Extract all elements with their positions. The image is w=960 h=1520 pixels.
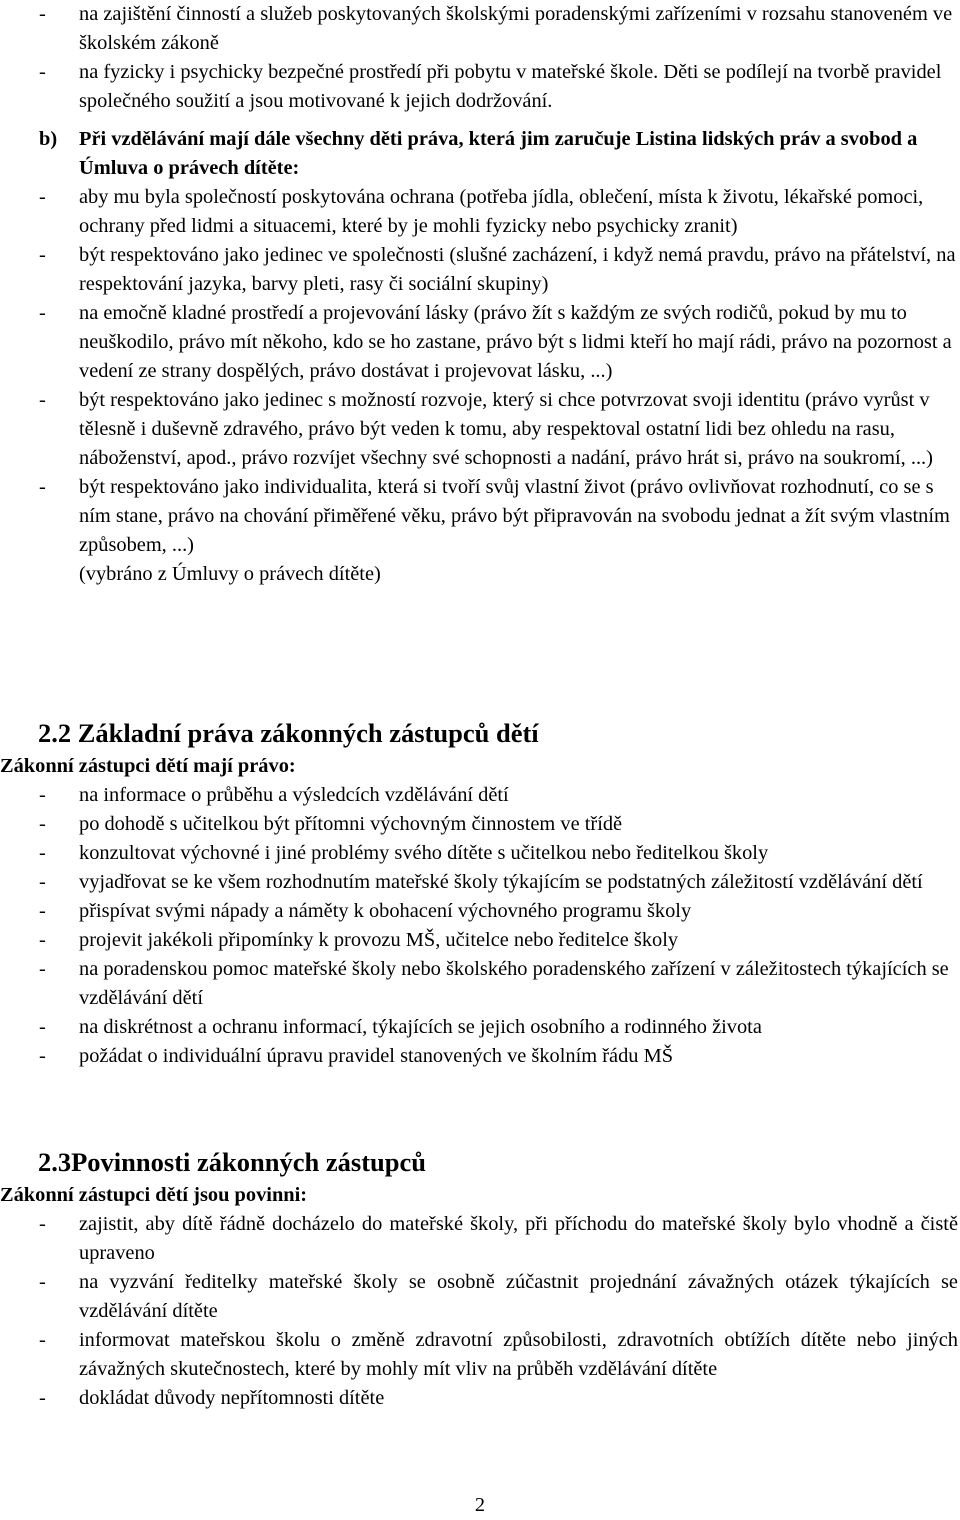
list-item [0, 810, 960, 839]
section-b [0, 125, 960, 589]
list-item [0, 926, 960, 955]
section-2-2 [0, 716, 960, 1071]
list-item [0, 868, 960, 897]
list-item-text: na vyzvání ředitelky mateřské školy se osobně zúčastnit projednání závažných otázek týkajících se vzdělávání dítěte [79, 1271, 958, 1322]
list-item-text: na diskrétnost a ochranu informací, týkajících se jejich osobního a rodinného života [79, 1016, 762, 1038]
list-dash: - [39, 900, 46, 922]
list-dash: - [39, 871, 46, 893]
list-item [0, 897, 960, 926]
section-2-3-lead: Zákonní zástupci dětí jsou povinni: [0, 1184, 308, 1206]
list-item [0, 473, 960, 560]
list-dash: - [39, 958, 46, 980]
list-item-text: projevit jakékoli připomínky k provozu MŠ, učitelce nebo ředitelce školy [79, 929, 679, 951]
list-item [0, 241, 960, 299]
list-item-text: na poradenskou pomoc mateřské školy nebo školského poradenského zařízení v záležitostech týkajících se vzdělávání dětí [79, 958, 949, 1009]
list-dash: - [39, 61, 46, 83]
section-2-2-list [0, 781, 960, 1071]
list-item-text: dokládat důvody nepřítomnosti dítěte [79, 1387, 385, 1409]
section-2-3-list [0, 1210, 960, 1413]
list-dash: - [39, 244, 46, 266]
list-item-text: po dohodě s učitelkou být přítomni výchovným činnostem ve třídě [79, 813, 623, 835]
list-item [0, 955, 960, 1013]
source-note: (vybráno z Úmluvy o právech dítěte) [79, 563, 381, 585]
list-item [0, 299, 960, 386]
list-item [0, 1042, 960, 1071]
list-item-text: aby mu byla společností poskytována ochrana (potřeba jídla, oblečení, místa k životu, lékařské pomoci, ochrany před lidmi a situacemi, které by je mohli fyzicky nebo psychicky zranit) [79, 186, 924, 237]
list-dash: - [39, 784, 46, 806]
list-item-text: na fyzicky i psychicky bezpečné prostředí při pobytu v mateřské škole. Děti se podílejí na tvorbě pravidel společného soužití a jsou motivované k jejich dodržování. [79, 61, 942, 112]
list-dash: - [39, 1016, 46, 1038]
list-dash: - [39, 1387, 46, 1409]
list-item [0, 386, 960, 473]
list-item [0, 839, 960, 868]
list-dash: - [39, 1271, 46, 1293]
list-dash: - [39, 842, 46, 864]
list-item [0, 781, 960, 810]
section-2-3-title: 2.3Povinnosti zákonných zástupců [38, 1147, 427, 1177]
list-dash: - [39, 476, 46, 498]
list-item [0, 1013, 960, 1042]
list-item [0, 1268, 960, 1326]
list-item-text: na informace o průběhu a výsledcích vzdělávání dětí [79, 784, 509, 806]
list-item-text: zajistit, aby dítě řádně docházelo do mateřské školy, při příchodu do mateřské školy bylo vhodně a čistě upraveno [79, 1213, 958, 1264]
top-list [0, 0, 960, 116]
list-dash: - [39, 929, 46, 951]
list-item [0, 0, 960, 58]
list-item [0, 1384, 960, 1413]
list-dash: - [39, 3, 46, 25]
list-dash: - [39, 1045, 46, 1067]
list-item-text: na emočně kladné prostředí a projevování lásky (právo žít s každým ze svých rodičů, pokud by mu to neuškodilo, právo mít někoho, kdo se ho zastane, právo být s lidmi kteří ho mají rádi, právo na pozornost a vedení ze strany dospělých, právo dostávat i projevovat lásku, ...) [79, 302, 952, 382]
section-2-2-lead: Zákonní zástupci dětí mají právo: [0, 755, 296, 777]
list-item-text: informovat mateřskou školu o změně zdravotní způsobilosti, zdravotních obtížích dítěte nebo jiných závažných skutečnostech, které by mohly mít vliv na průběh vzdělávání dítěte [79, 1329, 958, 1380]
list-item-text: požádat o individuální úpravu pravidel stanovených ve školním řádu MŠ [79, 1045, 674, 1067]
list-item-text: přispívat svými nápady a náměty k obohacení výchovného programu školy [79, 900, 692, 922]
list-item-text: vyjadřovat se ke všem rozhodnutím mateřské školy týkajícím se podstatných záležitostí vzdělávání dětí [79, 871, 923, 893]
section-2-3 [0, 1145, 960, 1413]
section-2-2-title: 2.2 Základní práva zákonných zástupců dětí [38, 718, 539, 748]
list-dash: - [39, 186, 46, 208]
list-dash: - [39, 1213, 46, 1235]
list-item [0, 58, 960, 116]
list-dash: - [39, 389, 46, 411]
list-item [0, 1326, 960, 1384]
top-list-block [0, 0, 960, 116]
section-b-list [0, 183, 960, 560]
list-item-text: na zajištění činností a služeb poskytovaných školskými poradenskými zařízeními v rozsahu stanoveném ve školském zákoně [79, 3, 953, 54]
list-item-text: konzultovat výchovné i jiné problémy svého dítěte s učitelkou nebo ředitelkou školy [79, 842, 769, 864]
list-dash: - [39, 302, 46, 324]
page-number: 2 [474, 1494, 486, 1516]
list-dash: - [39, 813, 46, 835]
list-item [0, 183, 960, 241]
list-item-text: být respektováno jako individualita, která si tvoří svůj vlastní život (právo ovlivňovat rozhodnutí, co se s ním stane, právo na chování přiměřené věku, právo být připravován na svobodu jednat a žít svým vlastním způsobem, ...) [79, 476, 950, 556]
section-b-heading [0, 125, 960, 183]
list-item-text: být respektováno jako jedinec s možností rozvoje, který si chce potvrzovat svoji identitu (právo vyrůst v tělesně i duševně zdravého, právo být veden k tomu, aby respektoval ostatní lidi bez ohledu na rasu, náboženství, apod., právo rozvíjet všechny své schopnosti a nadání, právo hrát si, právo na soukromí, ...) [79, 389, 933, 469]
section-b-heading-text: Při vzdělávání mají dále všechny děti práva, která jim zaručuje Listina lidských práv a svobod a Úmluva o právech dítěte: [79, 128, 918, 179]
list-dash: - [39, 1329, 46, 1351]
list-item [0, 1210, 960, 1268]
list-item-text: být respektováno jako jedinec ve společnosti (slušné zacházení, i když nemá pravdu, právo na přátelství, na respektování jazyka, barvy pleti, rasy či sociální skupiny) [79, 244, 956, 295]
section-b-marker: b) [39, 128, 58, 150]
